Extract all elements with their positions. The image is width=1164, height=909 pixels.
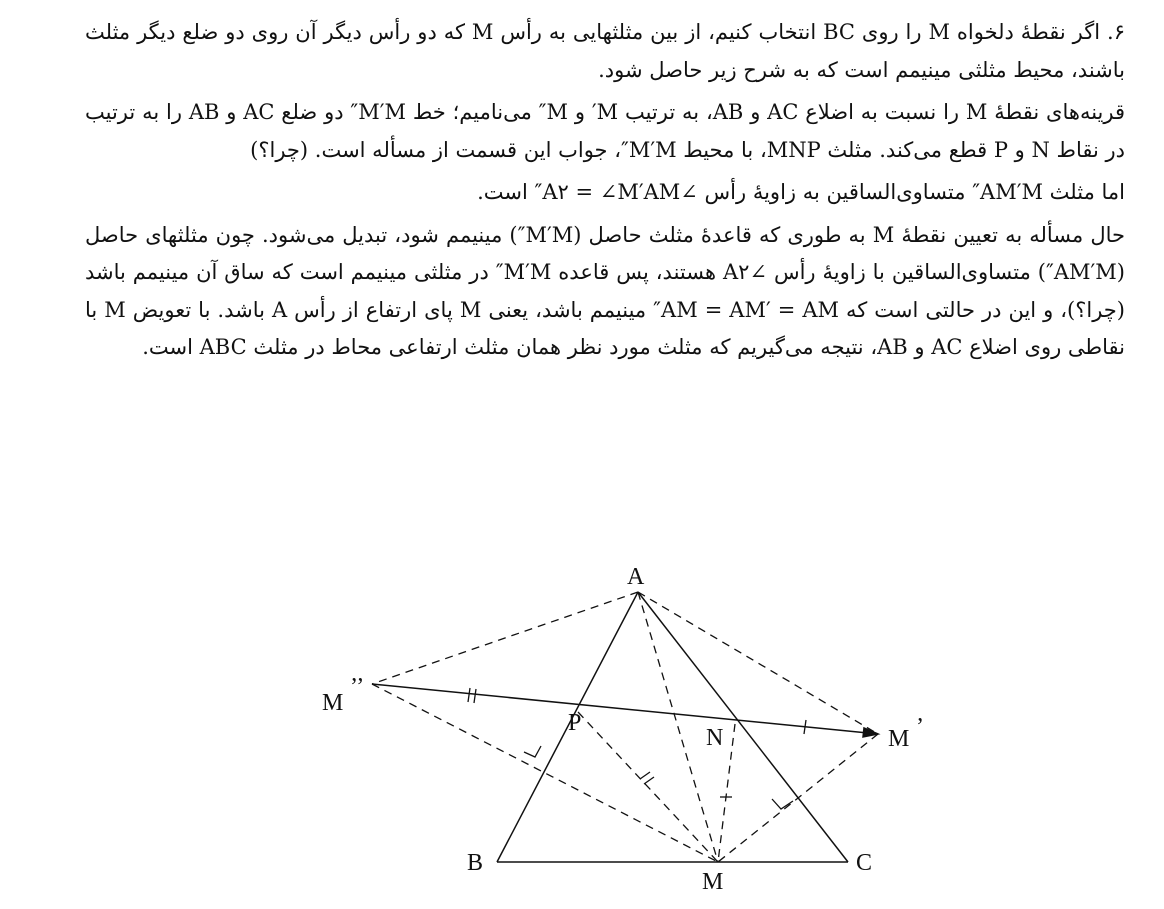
side-ac — [638, 592, 848, 862]
label-b: B — [467, 850, 484, 876]
tick-m2p-2 — [474, 689, 476, 703]
label-m-double-prime-mark: ’’ — [350, 674, 365, 700]
dash-a-m2 — [372, 592, 638, 684]
dash-m1-m — [718, 734, 878, 862]
problem-text — [85, 14, 1125, 372]
dash-p-m — [578, 712, 718, 862]
problem-number: ۶. — [1107, 20, 1125, 44]
label-n: N — [706, 725, 724, 751]
tick-pm-1 — [640, 772, 650, 779]
label-p: P — [568, 710, 582, 736]
problem-intro — [85, 14, 1125, 89]
paragraph-reflections: قرینه‌های نقطهٔ M را نسبت به اضلاع AC و AB، به ترتیب M′ و M″ می‌نامیم؛ خط M′M″ دو ضلع AC و AB را به ترتیب در نقاط N و P قطع می‌کند. مثلث MNP، با محیط M′M″، جواب این قسمت از مسأله است. (چرا؟) — [85, 100, 1126, 162]
dash-a-m1 — [638, 592, 878, 734]
triangle-diagram — [0, 540, 1164, 905]
label-m: M — [702, 869, 724, 895]
label-c: C — [856, 850, 873, 876]
label-m-double-prime: M — [322, 690, 344, 716]
label-m-prime-mark: ’ — [916, 714, 924, 740]
label-m-prime: M — [888, 726, 910, 752]
label-a: A — [627, 564, 645, 590]
tick-pm-2 — [644, 777, 654, 784]
tick-m2p-1 — [468, 688, 470, 702]
intro-text: اگر نقطهٔ دلخواه M را روی BC انتخاب کنیم، از بین مثلثهایی به رأس M که دو رأس دیگر آن روی دو ضلع دیگر مثلث باشند، محیط مثلثی مینیمم است که به شرح زیر حاصل شود. — [85, 20, 1125, 82]
right-angle-ab — [524, 746, 541, 757]
paragraph-isosceles: اما مثلث AM′M″ متساوی‌الساقین به زاویهٔ رأس ∠A۲ = ∠M′AM″ است. — [477, 180, 1125, 204]
paragraph-conclusion: حال مسأله به تعیین نقطهٔ M به طوری که قاعدهٔ مثلث حاصل (M′M″) مینیمم شود، تبدیل می‌شود. چون مثلثهای حاصل (AM′M″) متساوی‌الساقین با زاویهٔ رأس ∠A۲ هستند، پس قاعده M′M″ در مثلثی مینیمم است که ساق آن مینیمم باشد (چرا؟)، و این در حالتی است که AM = AM′ = AM″ مینیمم باشد، یعنی M پای ارتفاع از رأس A باشد. با تعویض M با نقاطی روی اضلاع AC و AB، نتیجه می‌گیریم که مثلث مورد نظر همان مثلث ارتفاعی محاط در مثلث ABC است. — [85, 222, 1125, 359]
line-m2-m1 — [372, 684, 878, 734]
geometry-figure — [0, 540, 1164, 905]
dash-m2-m — [372, 684, 718, 862]
